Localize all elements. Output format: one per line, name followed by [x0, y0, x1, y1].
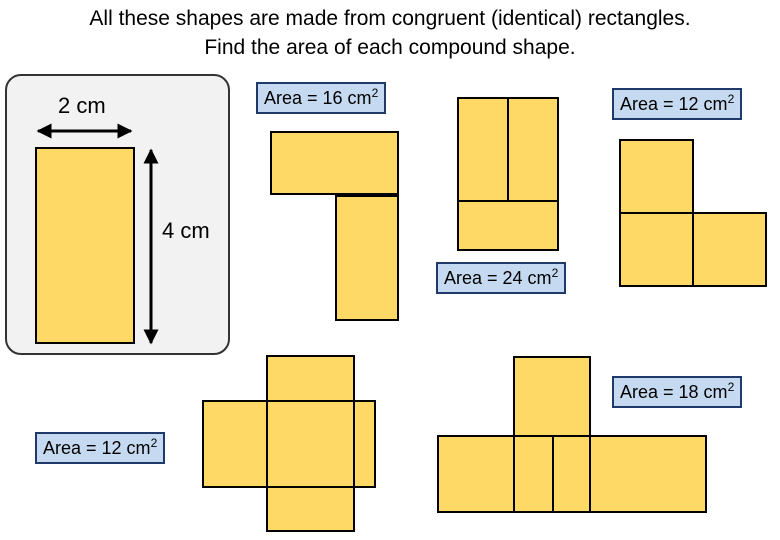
shape5-rect-bottom-2 [513, 435, 554, 513]
shape1-rect-top [270, 131, 399, 195]
shape2-rect-right [507, 97, 559, 202]
area-label-2: Area = 24 $cm^2$ [436, 262, 566, 294]
title-line-1: All these shapes are made from congruent (identical) rectangles. [89, 7, 691, 30]
height-label: 4 cm [162, 218, 210, 243]
shape2-rect-bottom [457, 200, 559, 251]
shape1-rect-bottom [335, 195, 399, 321]
shape3-square-bottom-right [692, 212, 767, 287]
shape5-rect-bottom-3 [552, 435, 591, 513]
shape5-rect-bottom-4 [589, 435, 707, 513]
shape2-rect-left [457, 97, 509, 202]
shape4-square-center [266, 400, 355, 488]
area-label-5: Area = 18 $cm^2$ [612, 376, 742, 408]
shape5-rect-bottom-1 [437, 435, 515, 513]
title-line-2: Find the area of each compound shape. [204, 36, 576, 59]
area-label-1: Area = 16 $cm^2$ [256, 82, 386, 114]
shape4-rect-left [202, 400, 268, 488]
width-label: 2 cm [58, 93, 106, 118]
shape5-rect-top [513, 356, 591, 437]
shape3-square-bottom-left [619, 212, 694, 287]
shape3-square-top [619, 139, 694, 214]
area-label-4: Area = 12 $cm^2$ [35, 432, 165, 464]
shape4-rect-top [266, 355, 355, 402]
shape4-rect-right [353, 400, 376, 488]
shape4-rect-bottom [266, 486, 355, 532]
area-label-3: Area = 12 $cm^2$ [612, 88, 742, 120]
